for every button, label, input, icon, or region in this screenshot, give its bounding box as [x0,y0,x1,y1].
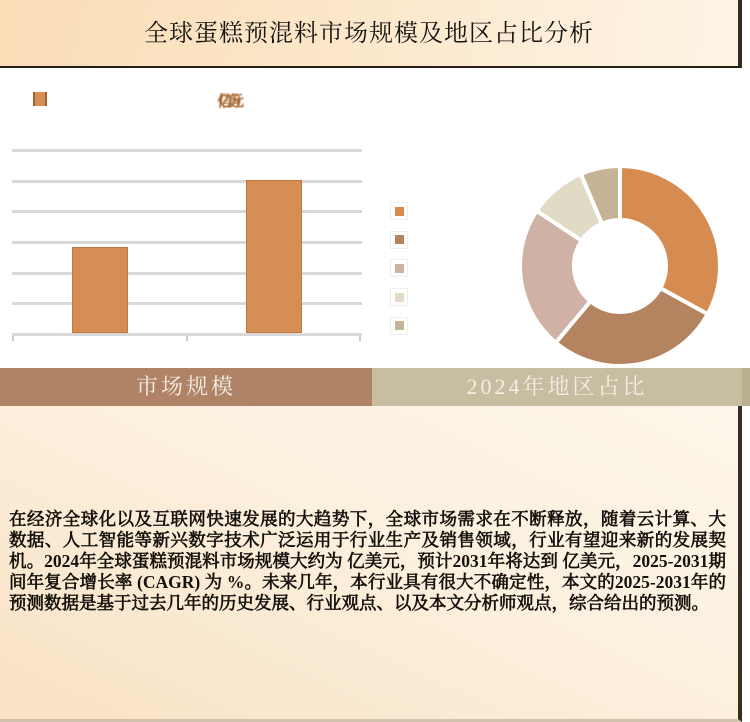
gridline [12,180,362,183]
pie-legend-chip [395,235,404,244]
donut-chart [514,160,730,376]
pie-legend-swatch [391,318,407,334]
axis-tick [186,336,188,341]
pie-legend-chip [395,321,404,330]
summary-section [0,406,742,722]
page-title: 全球蛋糕预混料市场规模及地区占比分析 [144,21,594,47]
bar [246,180,302,333]
gridline [12,210,362,213]
pie-legend-swatch [391,203,407,219]
gridline [12,302,362,305]
axis-tick [12,336,14,341]
summary-paragraph: 在经济全球化以及互联网快速发展的大趋势下，全球市场需求在不断释放，随着云计算、大数据、人工智能等新兴数字技术广泛运用于行业生产及销售领域，行业有望迎来新的发展契机。2024年全球蛋糕预混料市场规模大约为 亿美元，预计2031年将达到 亿美元，2025-2031期间年复合增长率 (CAGR) 为 %。未来几年，本行业具有很大不确定性，本文的2025-2031年的预测数据是基于过去几年的历史发展、行业观点、以及本文分析师观点，综合给出的预测。 [9,509,726,613]
gridline [12,272,362,275]
axis-tick [359,336,361,341]
bar-legend-scrambled-label: （亿美元） [211,94,242,110]
pie-legend-swatch [391,289,407,305]
bar-legend-swatch [33,92,47,106]
bar [72,247,128,333]
gridline [12,149,362,152]
banner-region-share: 2024年地区占比 [372,368,750,406]
pie-legend-chip [395,207,404,216]
chart-section [0,68,742,368]
pie-legend-chip [395,293,404,302]
banner-market-size: 市场规模 [0,368,372,406]
pie-legend-swatch [391,260,407,276]
title-bar [0,0,742,68]
pie-legend-swatch [391,232,407,248]
gridline [12,241,362,244]
pie-legend-chip [395,264,404,273]
